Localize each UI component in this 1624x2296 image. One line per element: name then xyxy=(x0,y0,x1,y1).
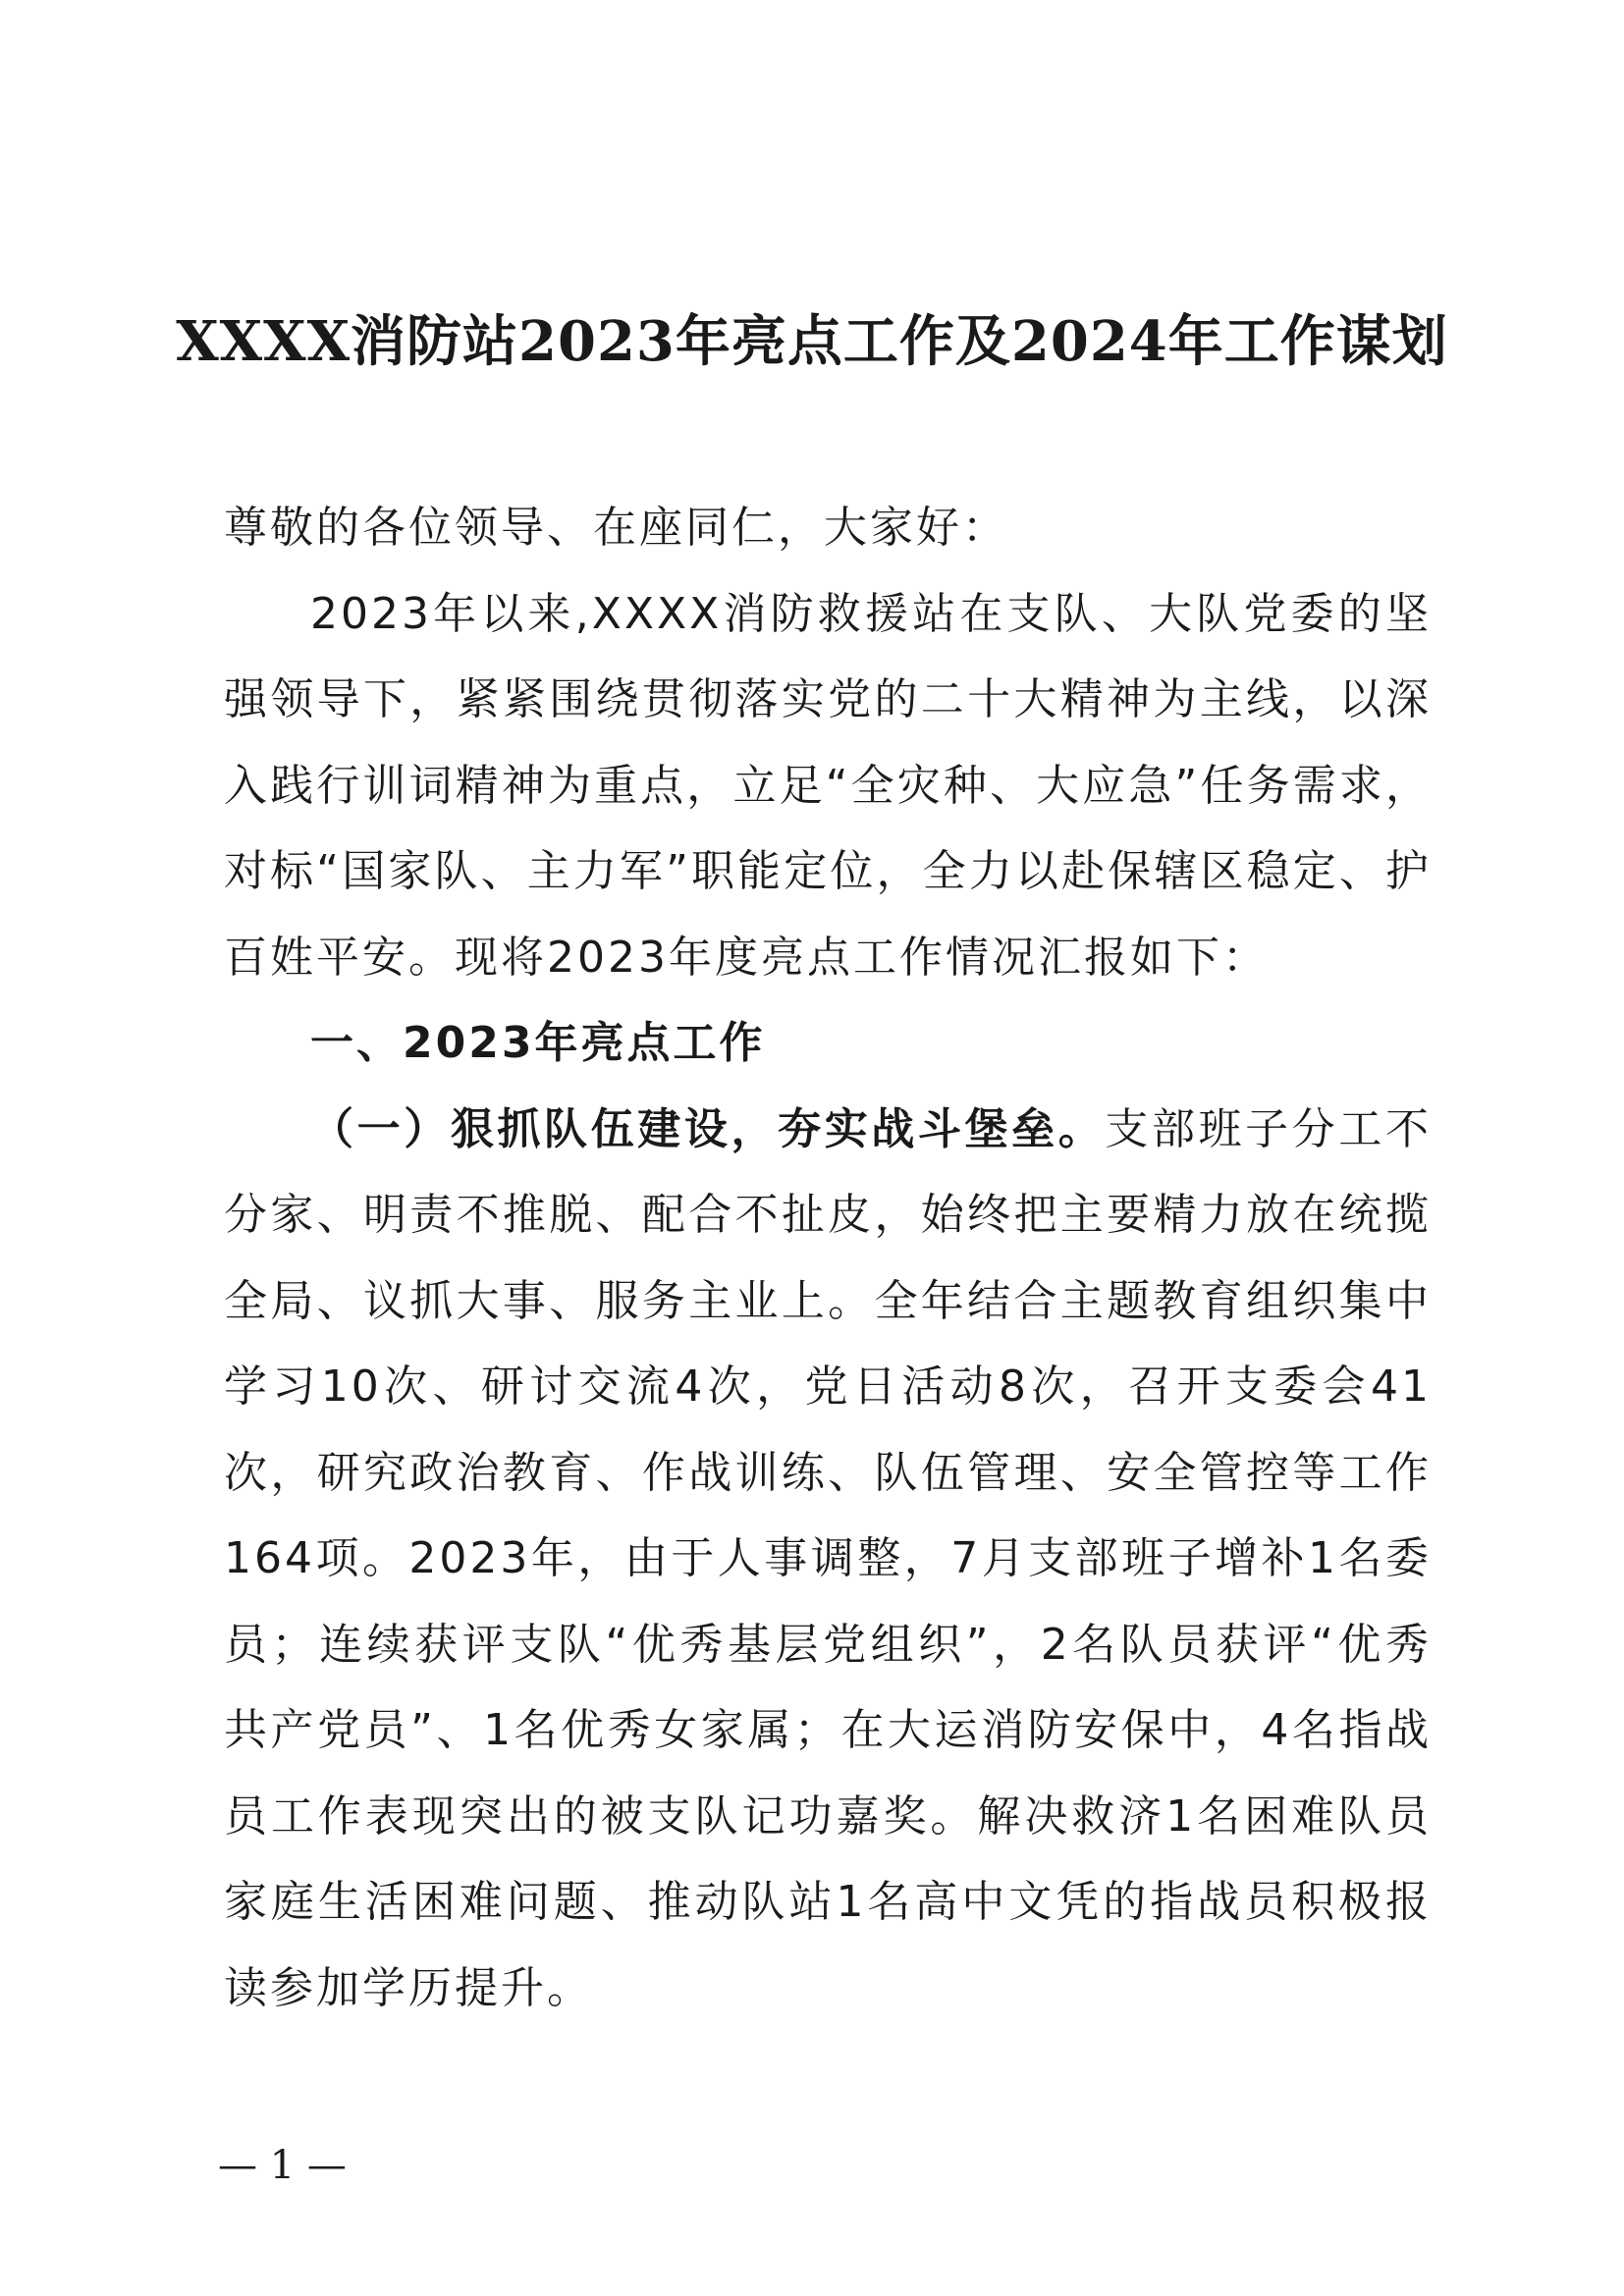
page-number: — 1 — xyxy=(218,2143,347,2188)
subsection-body: 支部班子分工不分家、明责不推脱、配合不扯皮，始终把主要精力放在统揽全局、议抓大事、服务主业上。全年结合主题教育组织集中学习10次、研讨交流4次，党日活动8次，召开支委会41次，研究政治教育、作战训练、队伍管理、安全管控等工作164项。2023年，由于人事调整，7月支部班子增补1名委员；连续获评支队“优秀基层党组织”，2名队员获评“优秀共产党员”、1名优秀女家属；在大运消防安保中，4名指战员工作表现突出的被支队记功嘉奖。解决救济1名困难队员家庭生活困难问题、推动队站1名高中文凭的指战员积极报读参加学历提升。 xyxy=(224,1103,1433,2013)
subsection-heading: （一）狠抓队伍建设，夯实战斗堡垒。 xyxy=(310,1103,1106,1154)
salutation: 尊敬的各位领导、在座同仁，大家好： xyxy=(224,503,1008,553)
intro-paragraph: 2023年以来,XXXX消防救援站在支队、大队党委的坚强领导下，紧紧围绕贯彻落实党的二十大精神为主线，以深入践行训词精神为重点，立足“全灾种、大应急”任务需求，对标“国家队、主力军”职能定位，全力以赴保辖区稳定、护百姓平安。现将2023年度亮点工作情况汇报如下： xyxy=(224,588,1432,983)
subsection-paragraph xyxy=(224,1087,1432,2032)
section-heading: 一、2023年亮点工作 xyxy=(310,1018,766,1068)
document-title: XXXX消防站2023年亮点工作及2024年工作谋划 xyxy=(176,309,1448,374)
document-body xyxy=(224,485,1432,2031)
